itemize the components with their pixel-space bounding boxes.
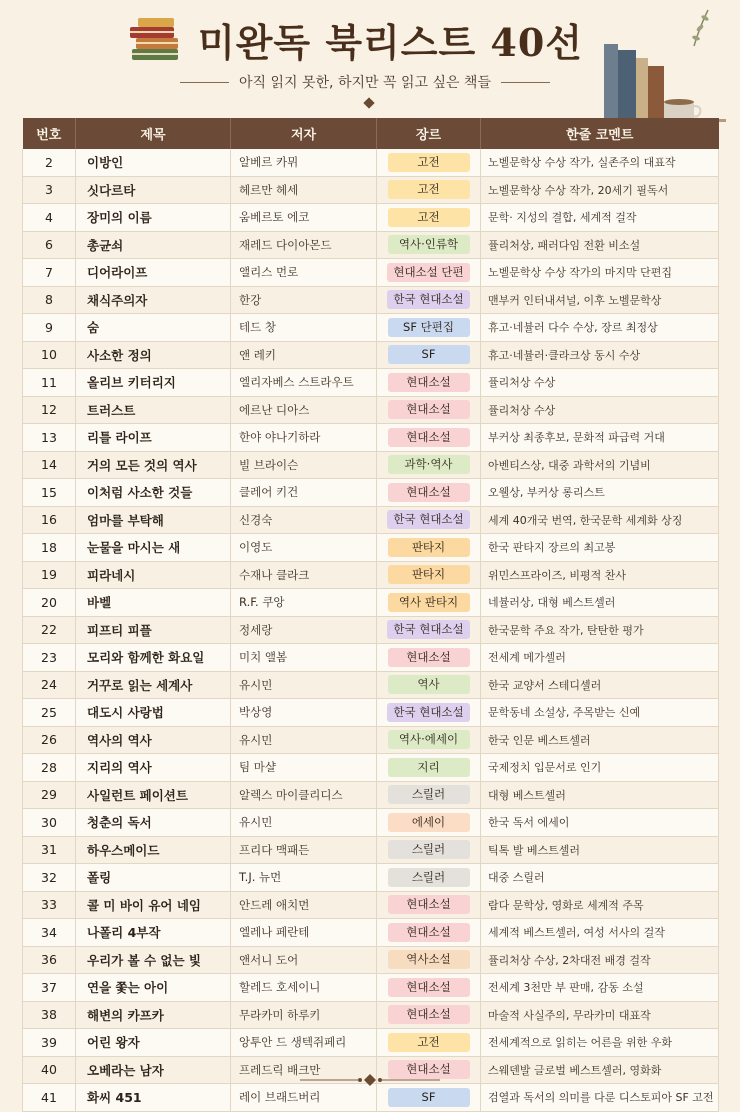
book-author: 팀 마샬 — [231, 754, 377, 782]
genre-badge: 한국 현대소설 — [387, 620, 469, 639]
book-comment: 한국 인문 베스트셀러 — [481, 726, 719, 754]
book-title: 리틀 라이프 — [76, 424, 231, 452]
genre-badge: 역사 판타지 — [388, 593, 470, 612]
book-number: 31 — [23, 836, 76, 864]
book-number: 40 — [23, 1056, 76, 1084]
table-row — [23, 231, 719, 259]
genre-cell — [377, 369, 481, 397]
book-author: 빌 브라이슨 — [231, 451, 377, 479]
genre-badge: 현대소설 단편 — [387, 263, 469, 282]
book-comment: 마술적 사실주의, 무라카미 대표작 — [481, 1001, 719, 1029]
book-title: 해변의 카프카 — [76, 1001, 231, 1029]
book-number: 38 — [23, 1001, 76, 1029]
title-wrap — [128, 12, 583, 67]
book-number: 22 — [23, 616, 76, 644]
book-number: 41 — [23, 1084, 76, 1112]
book-title: 거의 모든 것의 역사 — [76, 451, 231, 479]
table-row — [23, 644, 719, 672]
book-title: 이처럼 사소한 것들 — [76, 479, 231, 507]
book-number: 23 — [23, 644, 76, 672]
genre-cell — [377, 534, 481, 562]
table-row — [23, 616, 719, 644]
book-author: 레이 브래드버리 — [231, 1084, 377, 1112]
book-number: 24 — [23, 671, 76, 699]
table-row — [23, 176, 719, 204]
book-number: 11 — [23, 369, 76, 397]
book-number: 28 — [23, 754, 76, 782]
genre-cell — [377, 231, 481, 259]
book-title: 피라네시 — [76, 561, 231, 589]
book-comment: 대중 스릴러 — [481, 864, 719, 892]
book-author: 박상영 — [231, 699, 377, 727]
book-comment: 전세계적으로 읽히는 어른을 위한 우화 — [481, 1029, 719, 1057]
table-row — [23, 864, 719, 892]
book-comment: 노벨문학상 수상 작가, 20세기 필독서 — [481, 176, 719, 204]
book-title: 거꾸로 읽는 세계사 — [76, 671, 231, 699]
book-comment: 아벤티스상, 대중 과학서의 기념비 — [481, 451, 719, 479]
table-row — [23, 286, 719, 314]
table-row — [23, 424, 719, 452]
genre-cell — [377, 314, 481, 342]
column-header-comment: 한줄 코멘트 — [481, 118, 719, 149]
books-stack-icon — [128, 13, 184, 67]
book-author: 헤르만 헤세 — [231, 176, 377, 204]
book-comment: 문학동네 소설상, 주목받는 신예 — [481, 699, 719, 727]
book-comment: 스웨덴발 글로벌 베스트셀러, 영화화 — [481, 1056, 719, 1084]
genre-cell — [377, 424, 481, 452]
book-number: 2 — [23, 149, 76, 176]
book-comment: 국제정치 입문서로 인기 — [481, 754, 719, 782]
genre-cell — [377, 259, 481, 287]
table-row — [23, 561, 719, 589]
book-author: R.F. 쿠앙 — [231, 589, 377, 617]
book-number: 20 — [23, 589, 76, 617]
book-author: 미치 앨봄 — [231, 644, 377, 672]
book-number: 12 — [23, 396, 76, 424]
genre-cell — [377, 754, 481, 782]
book-author: 정세랑 — [231, 616, 377, 644]
table-row — [23, 891, 719, 919]
book-author: 유시민 — [231, 726, 377, 754]
book-title: 싯다르타 — [76, 176, 231, 204]
book-title: 숨 — [76, 314, 231, 342]
column-header-title: 제목 — [76, 118, 231, 149]
genre-cell — [377, 1029, 481, 1057]
genre-badge: SF — [388, 1088, 470, 1107]
book-number: 15 — [23, 479, 76, 507]
book-title: 피프티 피플 — [76, 616, 231, 644]
genre-badge: SF 단편집 — [388, 318, 470, 337]
book-author: 알베르 카뮈 — [231, 149, 377, 176]
genre-badge: 한국 현대소설 — [387, 290, 469, 309]
book-comment: 한국 독서 에세이 — [481, 809, 719, 837]
book-number: 39 — [23, 1029, 76, 1057]
book-title: 바벨 — [76, 589, 231, 617]
book-title: 어린 왕자 — [76, 1029, 231, 1057]
book-number: 14 — [23, 451, 76, 479]
book-number: 7 — [23, 259, 76, 287]
subtitle-divider-left — [180, 82, 229, 83]
genre-cell — [377, 396, 481, 424]
genre-badge: SF — [388, 345, 470, 364]
book-number: 18 — [23, 534, 76, 562]
genre-badge: 역사·에세이 — [388, 730, 470, 749]
book-author: 유시민 — [231, 809, 377, 837]
book-number: 26 — [23, 726, 76, 754]
book-title: 장미의 이름 — [76, 204, 231, 232]
genre-cell — [377, 1001, 481, 1029]
book-title: 총균쇠 — [76, 231, 231, 259]
genre-cell — [377, 506, 481, 534]
diamond-ornament-icon — [363, 97, 374, 108]
book-number: 37 — [23, 974, 76, 1002]
book-number: 36 — [23, 946, 76, 974]
subtitle-row — [180, 72, 550, 92]
book-author: 프레드릭 배크만 — [231, 1056, 377, 1084]
table-row — [23, 726, 719, 754]
book-comment: 노벨문학상 수상 작가의 마지막 단편집 — [481, 259, 719, 287]
book-comment: 퓰리처상, 패러다임 전환 비소설 — [481, 231, 719, 259]
book-comment: 람다 문학상, 영화로 세계적 주목 — [481, 891, 719, 919]
table-header-row — [23, 118, 719, 149]
genre-cell — [377, 616, 481, 644]
genre-badge: 역사 — [388, 675, 470, 694]
book-number: 6 — [23, 231, 76, 259]
table-row — [23, 671, 719, 699]
genre-cell — [377, 891, 481, 919]
table-row — [23, 506, 719, 534]
book-title: 오베라는 남자 — [76, 1056, 231, 1084]
genre-cell — [377, 451, 481, 479]
book-title: 디어라이프 — [76, 259, 231, 287]
book-title: 청춘의 독서 — [76, 809, 231, 837]
table-row — [23, 259, 719, 287]
book-comment: 퓰리처상 수상, 2차대전 배경 걸작 — [481, 946, 719, 974]
subtitle-divider-right — [501, 82, 550, 83]
book-comment: 오웰상, 부커상 롱리스트 — [481, 479, 719, 507]
book-title: 화씨 451 — [76, 1084, 231, 1112]
genre-cell — [377, 204, 481, 232]
book-comment: 퓰리처상 수상 — [481, 396, 719, 424]
table-row — [23, 479, 719, 507]
book-title: 우리가 볼 수 없는 빛 — [76, 946, 231, 974]
book-title: 역사의 역사 — [76, 726, 231, 754]
book-author: 수재나 클라크 — [231, 561, 377, 589]
book-author: 이영도 — [231, 534, 377, 562]
genre-badge: 스릴러 — [388, 840, 470, 859]
genre-cell — [377, 341, 481, 369]
book-title: 올리브 키터리지 — [76, 369, 231, 397]
genre-cell — [377, 781, 481, 809]
book-author: 엘리자베스 스트라우트 — [231, 369, 377, 397]
booklist-table — [22, 118, 719, 1112]
genre-cell — [377, 286, 481, 314]
genre-badge: 현대소설 — [388, 483, 470, 502]
book-comment: 문학· 지성의 결합, 세계적 걸작 — [481, 204, 719, 232]
book-author: 앤 레키 — [231, 341, 377, 369]
bookshelf-mug-illustration-icon — [582, 6, 732, 128]
book-title: 사일런트 페이션트 — [76, 781, 231, 809]
book-author: 알렉스 마이클리디스 — [231, 781, 377, 809]
table-row — [23, 781, 719, 809]
table-row — [23, 1001, 719, 1029]
book-title: 트러스트 — [76, 396, 231, 424]
book-comment: 휴고·네뷸러·클라크상 동시 수상 — [481, 341, 719, 369]
book-title: 폴링 — [76, 864, 231, 892]
book-number: 34 — [23, 919, 76, 947]
table-row — [23, 836, 719, 864]
table-row — [23, 809, 719, 837]
page-title: 미완독 북리스트 40선 — [198, 20, 584, 65]
book-comment: 네뷸러상, 대형 베스트셀러 — [481, 589, 719, 617]
genre-badge: 현대소설 — [388, 978, 470, 997]
booklist-table-wrap — [22, 118, 718, 1112]
book-comment: 맨부커 인터내셔널, 이후 노벨문학상 — [481, 286, 719, 314]
table-row — [23, 946, 719, 974]
book-comment: 퓰리처상 수상 — [481, 369, 719, 397]
page-subtitle: 아직 읽지 못한, 하지만 꼭 읽고 싶은 책들 — [239, 75, 491, 91]
genre-badge: 현대소설 — [388, 428, 470, 447]
book-title: 하우스메이드 — [76, 836, 231, 864]
book-author: 안드레 애치먼 — [231, 891, 377, 919]
book-author: 신경숙 — [231, 506, 377, 534]
column-header-no: 번호 — [23, 118, 76, 149]
table-row — [23, 919, 719, 947]
genre-cell — [377, 699, 481, 727]
book-number: 33 — [23, 891, 76, 919]
table-row — [23, 451, 719, 479]
book-title: 채식주의자 — [76, 286, 231, 314]
footer-ornament-icon — [300, 1072, 440, 1088]
column-header-author: 저자 — [231, 118, 377, 149]
book-title: 엄마를 부탁해 — [76, 506, 231, 534]
book-author: 앤서니 도어 — [231, 946, 377, 974]
genre-badge: 고전 — [388, 208, 470, 227]
genre-badge: 현대소설 — [388, 895, 470, 914]
genre-badge: 현대소설 — [388, 373, 470, 392]
genre-badge: 에세이 — [388, 813, 470, 832]
header — [0, 0, 740, 118]
genre-badge: 한국 현대소설 — [387, 703, 469, 722]
table-row — [23, 1029, 719, 1057]
table-row — [23, 396, 719, 424]
genre-badge: 고전 — [388, 180, 470, 199]
book-comment: 노벨문학상 수상 작가, 실존주의 대표작 — [481, 149, 719, 176]
book-comment: 세계적 베스트셀러, 여성 서사의 걸작 — [481, 919, 719, 947]
book-number: 3 — [23, 176, 76, 204]
book-comment: 한국 교양서 스테디셀러 — [481, 671, 719, 699]
book-comment: 틱톡 발 베스트셀러 — [481, 836, 719, 864]
book-number: 19 — [23, 561, 76, 589]
book-author: 할레드 호세이니 — [231, 974, 377, 1002]
book-comment: 전세계 3천만 부 판매, 감동 소설 — [481, 974, 719, 1002]
book-title: 사소한 정의 — [76, 341, 231, 369]
book-author: 한강 — [231, 286, 377, 314]
genre-cell — [377, 671, 481, 699]
book-title: 이방인 — [76, 149, 231, 176]
book-comment: 한국문학 주요 작가, 탄탄한 평가 — [481, 616, 719, 644]
book-title: 나폴리 4부작 — [76, 919, 231, 947]
book-author: 에르난 디아스 — [231, 396, 377, 424]
book-number: 30 — [23, 809, 76, 837]
book-author: 테드 창 — [231, 314, 377, 342]
book-comment: 부커상 최종후보, 문화적 파급력 거대 — [481, 424, 719, 452]
genre-badge: 현대소설 — [388, 648, 470, 667]
genre-badge: 역사소설 — [388, 950, 470, 969]
column-header-genre: 장르 — [377, 118, 481, 149]
book-author: 한야 야나기하라 — [231, 424, 377, 452]
genre-badge: 지리 — [388, 758, 470, 777]
genre-badge: 현대소설 — [388, 1005, 470, 1024]
table-body — [23, 149, 719, 1111]
book-number: 25 — [23, 699, 76, 727]
book-author: T.J. 뉴먼 — [231, 864, 377, 892]
book-comment: 위민스프라이즈, 비평적 찬사 — [481, 561, 719, 589]
table-row — [23, 149, 719, 176]
book-comment: 전세계 메가셀러 — [481, 644, 719, 672]
genre-cell — [377, 149, 481, 176]
book-title: 대도시 사랑법 — [76, 699, 231, 727]
genre-badge: 역사·인류학 — [388, 235, 470, 254]
table-row — [23, 754, 719, 782]
book-title: 눈물을 마시는 새 — [76, 534, 231, 562]
book-author: 재레드 다이아몬드 — [231, 231, 377, 259]
table-row — [23, 589, 719, 617]
table-row — [23, 699, 719, 727]
genre-cell — [377, 644, 481, 672]
book-number: 9 — [23, 314, 76, 342]
genre-badge: 한국 현대소설 — [387, 510, 469, 529]
book-title: 연을 쫓는 아이 — [76, 974, 231, 1002]
genre-badge: 스릴러 — [388, 785, 470, 804]
book-number: 16 — [23, 506, 76, 534]
genre-badge: 고전 — [388, 1033, 470, 1052]
book-title: 모리와 함께한 화요일 — [76, 644, 231, 672]
table-row — [23, 314, 719, 342]
genre-cell — [377, 176, 481, 204]
genre-cell — [377, 919, 481, 947]
book-author: 유시민 — [231, 671, 377, 699]
book-author: 앨리스 먼로 — [231, 259, 377, 287]
book-comment: 휴고·네뷸러 다수 수상, 장르 최정상 — [481, 314, 719, 342]
genre-cell — [377, 864, 481, 892]
genre-badge: 현대소설 — [388, 1060, 470, 1079]
genre-cell — [377, 974, 481, 1002]
genre-cell — [377, 726, 481, 754]
table-row — [23, 204, 719, 232]
book-number: 4 — [23, 204, 76, 232]
book-number: 10 — [23, 341, 76, 369]
book-author: 앙투안 드 생텍쥐페리 — [231, 1029, 377, 1057]
book-comment: 대형 베스트셀러 — [481, 781, 719, 809]
genre-badge: 판타지 — [388, 565, 470, 584]
table-row — [23, 534, 719, 562]
genre-cell — [377, 946, 481, 974]
book-comment: 세계 40개국 번역, 한국문학 세계화 상징 — [481, 506, 719, 534]
genre-cell — [377, 561, 481, 589]
book-number: 8 — [23, 286, 76, 314]
table-row — [23, 341, 719, 369]
book-comment: 검열과 독서의 의미를 다룬 디스토피아 SF 고전 — [481, 1084, 719, 1112]
book-number: 29 — [23, 781, 76, 809]
book-author: 클레어 키건 — [231, 479, 377, 507]
genre-cell — [377, 809, 481, 837]
book-author: 엘레나 페란테 — [231, 919, 377, 947]
book-author: 움베르토 에코 — [231, 204, 377, 232]
book-title: 콜 미 바이 유어 네임 — [76, 891, 231, 919]
table-row — [23, 369, 719, 397]
book-title: 지리의 역사 — [76, 754, 231, 782]
genre-cell — [377, 589, 481, 617]
genre-badge: 현대소설 — [388, 400, 470, 419]
genre-badge: 현대소설 — [388, 923, 470, 942]
genre-badge: 과학·역사 — [388, 455, 470, 474]
book-comment: 한국 판타지 장르의 최고봉 — [481, 534, 719, 562]
book-author: 프리다 맥패든 — [231, 836, 377, 864]
book-author: 무라카미 하루키 — [231, 1001, 377, 1029]
genre-badge: 고전 — [388, 153, 470, 172]
genre-cell — [377, 836, 481, 864]
genre-badge: 판타지 — [388, 538, 470, 557]
genre-cell — [377, 479, 481, 507]
book-number: 32 — [23, 864, 76, 892]
table-row — [23, 974, 719, 1002]
book-number: 13 — [23, 424, 76, 452]
genre-badge: 스릴러 — [388, 868, 470, 887]
